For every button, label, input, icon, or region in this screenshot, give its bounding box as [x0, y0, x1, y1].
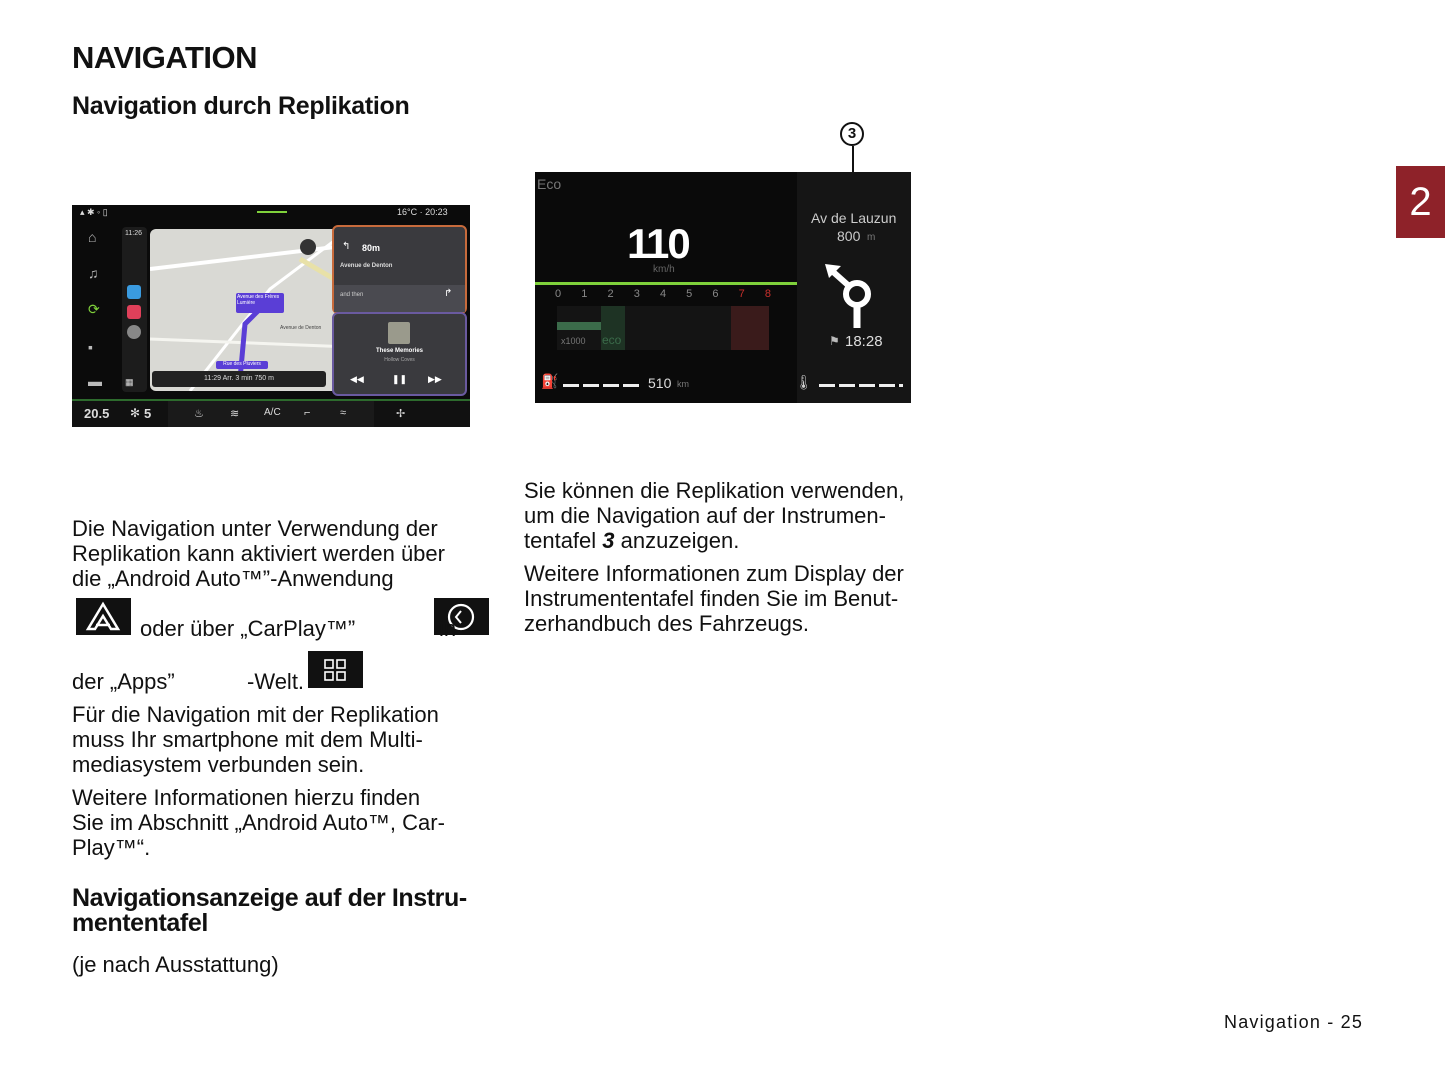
side-rail: [80, 221, 118, 399]
rpm-tick: 5: [686, 288, 693, 300]
coolant-bar: [819, 384, 903, 387]
multimedia-screen-image: [72, 205, 470, 427]
text-line: Replikation kann aktiviert werden über: [72, 541, 445, 566]
carplay-dock: [122, 227, 147, 392]
rpm-tick: 2: [607, 288, 614, 300]
home-icon: ⌂: [88, 229, 97, 245]
text-line: Die Navigation unter Verwendung der: [72, 516, 438, 541]
album-art: [388, 322, 410, 344]
ac-label: A/C: [264, 407, 281, 418]
rpm-tick: 3: [633, 288, 640, 300]
text-line: mediasystem verbunden sein.: [72, 752, 365, 777]
drive-mode: Eco: [537, 176, 562, 192]
text-line: Navigationsanzeige auf der Instru-: [72, 884, 467, 912]
paragraph: [524, 478, 944, 553]
text-line: die „Android Auto™”-Anwendung: [72, 566, 394, 591]
nav-distance: 80m: [362, 243, 381, 253]
track-artist: Hollow Coves: [384, 357, 415, 363]
music-icon: ♫: [88, 265, 99, 281]
rpm-tick: 6: [712, 288, 719, 300]
section-heading: Navigation durch Replikation: [72, 92, 410, 120]
arrival-time: 18:28: [845, 333, 883, 350]
text-line: tentafel: [524, 528, 597, 553]
text-fragment: -Welt.: [247, 669, 305, 694]
column-middle: [524, 478, 944, 636]
eco-indicator: eco: [602, 333, 622, 347]
fan-settings-icon: ✢: [396, 408, 406, 420]
range-unit: km: [677, 379, 689, 389]
chapter-tab: 2: [1396, 166, 1445, 238]
grid-icon: ▦: [125, 377, 134, 387]
text-line: muss Ihr smartphone mit dem Multi-: [72, 727, 423, 752]
settings-app-icon: [127, 325, 141, 339]
phone-time: 11:26: [125, 230, 142, 237]
trip-info: 11:29 Arr. 3 min 750 m: [152, 371, 326, 387]
rpm-scale: [555, 288, 771, 300]
map-label: Avenue des Frères Lumière: [236, 293, 284, 313]
temp-time: 16°C · 20:23: [397, 207, 448, 217]
nav-card: [332, 225, 467, 314]
text-line: anzuzeigen.: [620, 528, 740, 553]
mic-icon: [300, 239, 316, 255]
text-line: um die Navigation auf der Instrumen-: [524, 503, 886, 528]
text-line: Play™“.: [72, 835, 151, 860]
range-value: 510: [648, 375, 672, 391]
callout-reference: 3: [602, 528, 615, 553]
text-line: Sie können die Replikation verwenden,: [524, 478, 905, 503]
handle: [257, 211, 287, 213]
paragraph: [72, 516, 492, 591]
coolant-icon: 🌡: [795, 374, 813, 390]
rpm-tick: 1: [581, 288, 588, 300]
seat-heat-icon: ≋: [230, 408, 240, 420]
apps-world-icon: [308, 651, 363, 688]
text-line: Weitere Informationen hierzu finden: [72, 785, 421, 810]
column-left-continued: [72, 702, 492, 860]
callout-marker: 3: [840, 122, 864, 146]
car-icon: ▬: [88, 373, 102, 389]
text-line: Sie im Abschnitt „Android Auto™, Car-: [72, 810, 445, 835]
fuel-bar: [563, 384, 643, 387]
status-icons: ▴ ✱ ◦ ▯: [80, 207, 108, 217]
map-label: Avenue de Denton: [280, 325, 322, 331]
maps-app-icon: [127, 285, 141, 299]
music-app-icon: [127, 305, 141, 319]
track-title: These Memories: [375, 348, 424, 354]
media-card: [332, 312, 467, 396]
next-street: Av de Lauzun: [811, 210, 897, 226]
speed-value: 110: [627, 220, 689, 267]
android-auto-icon: [76, 598, 131, 635]
rpm-tick: 0: [555, 288, 562, 300]
paragraph: [72, 702, 492, 777]
equipment-note: (je nach Ausstattung): [72, 952, 279, 977]
text-line: zerhandbuch des Fahrzeugs.: [524, 611, 809, 636]
paragraph: [72, 785, 492, 860]
next-icon: ▶▶: [428, 374, 442, 384]
column-left: [72, 516, 492, 591]
rpm-tick: 4: [659, 288, 667, 300]
status-bar: [72, 205, 470, 221]
airflow-icon: ≈: [340, 407, 347, 419]
text-fragment: der „Apps”: [72, 669, 175, 694]
apps-icon: ▪: [88, 339, 93, 355]
fan-level: 5: [144, 406, 152, 421]
fan-icon: ✻: [130, 406, 141, 420]
temperature-value: 20.5: [84, 406, 110, 421]
climate-bar: [72, 399, 470, 427]
green-line: [535, 282, 797, 285]
rpm-tick: 8: [764, 288, 771, 300]
text-line: Instrumententafel finden Sie im Benut-: [524, 586, 899, 611]
turn-distance: 800: [837, 228, 861, 244]
text-fragment: in: [439, 616, 457, 641]
map-label: Rue des Pluviers: [216, 361, 268, 369]
paragraph: [524, 561, 944, 636]
pause-icon: ❚❚: [392, 374, 408, 384]
defrost-icon: ♨: [194, 408, 204, 420]
fuel-icon: ⛽: [541, 373, 559, 389]
page-title: NAVIGATION: [72, 40, 258, 75]
section-heading: [72, 886, 467, 936]
speed-unit: km/h: [653, 264, 675, 275]
instrument-cluster-image: [535, 172, 911, 403]
previous-icon: ◀◀: [350, 374, 364, 384]
and-then-label: and then: [340, 292, 364, 298]
turn-left-icon: ↰: [342, 241, 351, 252]
text-line: Für die Navigation mit der Replikation: [72, 702, 439, 727]
rpm-unit: x1000: [561, 336, 586, 346]
text-line: Weitere Informationen zum Display der: [524, 561, 904, 586]
seat-icon: ⌐: [304, 407, 311, 419]
turn-distance-unit: m: [867, 232, 876, 243]
turn-right-icon: ↱: [444, 288, 453, 299]
page-footer: Navigation - 25: [1224, 1012, 1364, 1032]
redline-zone: [731, 306, 769, 350]
text-fragment: oder über „CarPlay™”: [140, 616, 356, 641]
rpm-tick: 7: [738, 288, 745, 300]
flag-icon: ⚑: [829, 334, 840, 348]
text-line: mententafel: [72, 909, 208, 937]
carplay-icon: ⟳: [88, 301, 100, 317]
nav-street: Avenue de Denton: [340, 263, 393, 269]
roundabout-arrow-icon: [825, 262, 881, 330]
